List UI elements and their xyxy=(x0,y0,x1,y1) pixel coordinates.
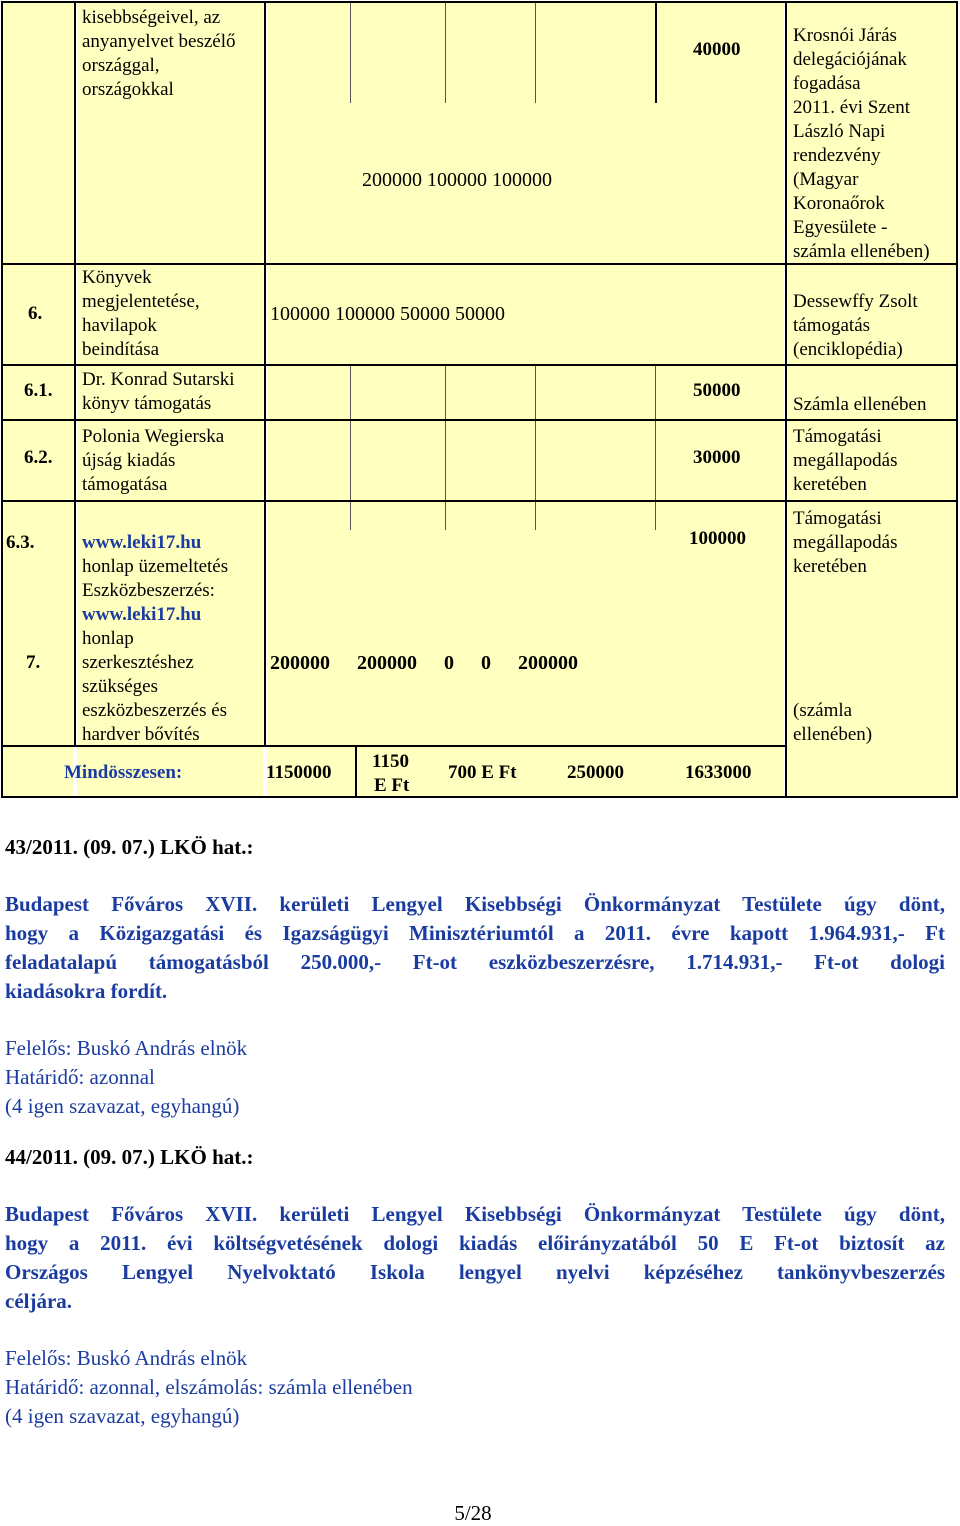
desc-line: országokkal xyxy=(82,79,174,100)
note-line: (számla xyxy=(793,700,853,721)
row-rule xyxy=(1,419,958,421)
desc-line: megjelentetése, xyxy=(82,291,200,312)
resolution-text-line: Budapest Főváros XVII. kerületi Lengyel Kisebbségi Önkormányzat Testülete úgy dönt, xyxy=(5,1202,945,1226)
desc-line: könyv támogatás xyxy=(82,393,212,414)
amount-value: 50000 xyxy=(693,380,741,401)
resolution-text-line: feladatalapú támogatásból 250.000,- Ft-ot eszközbeszerzésre, 1.714.931,- Ft-ot dologi xyxy=(5,950,945,974)
note-line: megállapodás xyxy=(793,532,898,553)
note-line: keretében xyxy=(793,474,867,495)
resolution-text-line: kiadásokra fordít. xyxy=(5,979,168,1003)
resolution-text-line: Országos Lengyel Nyelvoktató Iskola lengyel nyelvi képzéséhez tankönyvbeszerzés xyxy=(5,1260,945,1284)
column-rule xyxy=(535,365,536,530)
column-rule xyxy=(355,746,357,798)
deadline: Határidő: azonnal xyxy=(5,1065,155,1089)
resolution-text-line: Budapest Főváros XVII. kerületi Lengyel Kisebbségi Önkormányzat Testülete úgy dönt, xyxy=(5,892,945,916)
desc-line: honlap xyxy=(82,628,134,649)
note-line: Támogatási xyxy=(793,508,882,529)
resolution-text xyxy=(5,1200,945,1316)
amount-inline: 200000 100000 100000 xyxy=(362,169,552,191)
table-border xyxy=(1,796,958,798)
resolution-text-line: hogy a Közigazgatási és Igazságügyi Minisztériumtól a 2011. évre kapott 1.964.931,- Ft xyxy=(5,921,945,945)
table-border xyxy=(956,1,958,798)
total-value: 1150000 xyxy=(266,762,332,783)
row-number: 6. xyxy=(28,303,43,324)
desc-line: hardver bővítés xyxy=(82,724,200,745)
total-value: 250000 xyxy=(567,762,624,783)
note-line: számla ellenében) xyxy=(793,241,930,262)
column-rule xyxy=(655,365,656,530)
column-rule xyxy=(445,365,446,530)
note-line: Krosnói Járás xyxy=(793,25,897,46)
resolution-number: 44/2011. (09. 07.) LKÖ hat.: xyxy=(5,1145,254,1169)
desc-line: újság kiadás xyxy=(82,450,176,471)
desc-line: támogatása xyxy=(82,474,168,495)
note-line: megállapodás xyxy=(793,450,898,471)
row-number: 6.1. xyxy=(24,380,53,401)
table-border xyxy=(1,1,958,3)
total-value: 1633000 xyxy=(685,762,752,783)
column-rule xyxy=(74,1,76,746)
resolution-text-line: hogy a 2011. évi költségvetésének dologi kiadás előirányzatából 50 E Ft-ot biztosít az xyxy=(5,1231,945,1255)
desc-line: anyanyelvet beszélő xyxy=(82,31,236,52)
row-rule xyxy=(1,500,958,502)
desc-line: beindítása xyxy=(82,339,160,360)
desc-line: országgal, xyxy=(82,55,160,76)
note-line: (enciklopédia) xyxy=(793,339,903,360)
total-label: Mindösszesen: xyxy=(64,762,183,783)
column-rule xyxy=(350,3,351,103)
amount-value: 100000 xyxy=(689,528,746,549)
note-line: Dessewffy Zsolt xyxy=(793,291,918,312)
vote: (4 igen szavazat, egyhangú) xyxy=(5,1094,240,1118)
column-rule xyxy=(264,1,266,746)
column-rule xyxy=(785,1,787,798)
total-value-unit: E Ft xyxy=(374,775,410,796)
row-number: 7. xyxy=(26,652,41,673)
desc-line: Polonia Wegierska xyxy=(82,426,225,447)
note-line: keretében xyxy=(793,556,867,577)
note-line: delegációjának xyxy=(793,49,907,70)
row-number: 6.3. xyxy=(6,532,35,553)
column-rule xyxy=(655,1,657,103)
resolution-text-line: céljára. xyxy=(5,1289,73,1313)
desc-line: honlap üzemeltetés xyxy=(82,556,229,577)
column-rule xyxy=(535,3,536,103)
note-line: Koronaőrok xyxy=(793,193,885,214)
desc-line: Eszközbeszerzés: xyxy=(82,580,215,601)
note-line: támogatás xyxy=(793,315,871,336)
total-value: 1150 xyxy=(372,751,409,772)
desc-line: szerkesztéshez xyxy=(82,652,194,673)
note-line: Támogatási xyxy=(793,426,882,447)
note-line: László Napi xyxy=(793,121,886,142)
desc-line: szükséges xyxy=(82,676,158,697)
responsible: Felelős: Buskó András elnök xyxy=(5,1036,248,1060)
resolution-number: 43/2011. (09. 07.) LKÖ hat.: xyxy=(5,835,254,859)
note-line: Egyesülete - xyxy=(793,217,888,238)
vote: (4 igen szavazat, egyhangú) xyxy=(5,1404,240,1428)
note-line: 2011. évi Szent xyxy=(793,97,910,118)
desc-line: Könyvek xyxy=(82,267,152,288)
note-line: Számla ellenében xyxy=(793,394,927,415)
note-line: ellenében) xyxy=(793,724,873,745)
deadline: Határidő: azonnal, elszámolás: számla ellenében xyxy=(5,1375,413,1399)
row-rule xyxy=(1,364,958,366)
amount-value: 30000 xyxy=(693,447,741,468)
website-link[interactable]: www.leki17.hu xyxy=(82,604,202,625)
desc-line: havilapok xyxy=(82,315,157,336)
column-rule xyxy=(350,365,351,530)
resolution-text xyxy=(5,890,945,1006)
note-line: rendezvény xyxy=(793,145,881,166)
table-border xyxy=(1,1,3,798)
desc-line: Dr. Konrad Sutarski xyxy=(82,369,235,390)
amount-value: 40000 xyxy=(693,39,741,60)
page-number: 5/28 xyxy=(454,1501,492,1525)
note-line: fogadása xyxy=(793,73,861,94)
note-line: (Magyar xyxy=(793,169,859,190)
total-value: 700 E Ft xyxy=(448,762,517,783)
column-rule xyxy=(445,3,446,103)
row-number: 6.2. xyxy=(24,447,53,468)
amount-inline: 100000 100000 50000 50000 xyxy=(270,303,505,325)
responsible: Felelős: Buskó András elnök xyxy=(5,1346,248,1370)
amount-inline: 200000 200000 0 0 200000 xyxy=(270,652,578,674)
website-link[interactable]: www.leki17.hu xyxy=(82,532,202,553)
desc-line: kisebbségeivel, az xyxy=(82,7,221,28)
desc-line: eszközbeszerzés és xyxy=(82,700,228,721)
